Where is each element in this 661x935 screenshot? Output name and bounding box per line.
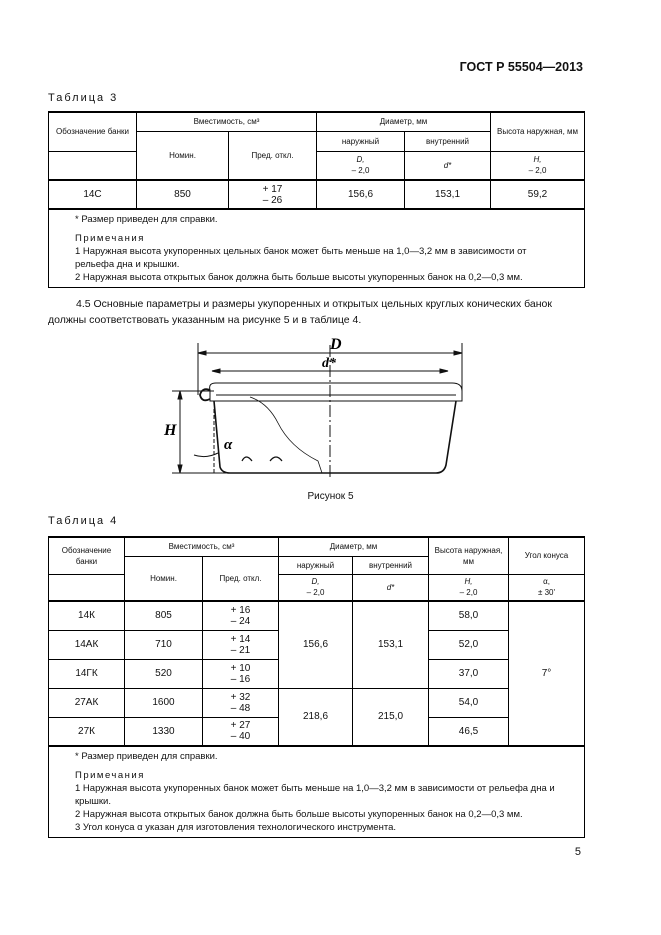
bottom-beads xyxy=(242,457,282,461)
label-d: d* xyxy=(322,356,336,371)
t3-head-designation: Обозначение банки xyxy=(49,112,137,151)
t3-note-2: 2 Наружная высота открытых банок должна быть больше высоты укупоренных банок на 0,2—0,3 мм. xyxy=(75,272,523,283)
t4-cell-height: 58,0 xyxy=(429,601,509,630)
dim-d-arrow-right xyxy=(440,369,448,373)
t4-cell-nominal: 710 xyxy=(125,630,203,659)
t3-notes-title: Примечания xyxy=(75,233,145,244)
t4-footnote: * Размер приведен для справки. xyxy=(75,751,218,762)
t4-head-height: Высота наружная, мм xyxy=(429,537,509,574)
t4-cell-height: 46,5 xyxy=(429,717,509,746)
t4-cell-inner-group2: 215,0 xyxy=(353,688,429,746)
table3-caption: Таблица 3 xyxy=(48,92,119,104)
label-D: D xyxy=(330,336,342,353)
t4-cell-deviation: + 16 – 24 xyxy=(203,601,279,630)
label-alpha: α xyxy=(224,437,233,453)
t3-note-1: 1 Наружная высота укупоренных цельных банок может быть меньше на 1,0—3,2 мм в зависимости от рельефа дна и крышки. xyxy=(75,246,527,270)
table3-notes xyxy=(49,209,585,288)
t3-head-H-symbol: H, – 2,0 xyxy=(491,151,585,180)
t4-notes-title: Примечания xyxy=(75,770,145,781)
t4-head-symbol-empty xyxy=(49,574,125,601)
lid-outline xyxy=(210,383,462,401)
t4-cell-height: 37,0 xyxy=(429,659,509,688)
t4-cell-deviation: + 10 – 16 xyxy=(203,659,279,688)
t4-cell-deviation: + 14 – 21 xyxy=(203,630,279,659)
t3-cell-name: 14С xyxy=(49,180,137,209)
table-row xyxy=(49,601,585,630)
t3-cell-outer: 156,6 xyxy=(317,180,405,209)
t3-head-inner: внутренний xyxy=(405,131,491,151)
t4-cell-name: 14К xyxy=(49,601,125,630)
dim-H-arrow-bottom xyxy=(178,465,182,473)
label-H: H xyxy=(164,422,177,439)
cutaway-line xyxy=(250,397,322,473)
t3-cell-nominal: 850 xyxy=(137,180,229,209)
t3-head-height: Высота наружная, мм xyxy=(491,112,585,151)
figure-5-caption: Рисунок 5 xyxy=(307,491,354,502)
t3-head-outer: наружный xyxy=(317,131,405,151)
t3-head-capacity: Вместимость, см³ xyxy=(137,112,317,131)
t4-note-2: 2 Наружная высота открытых банок должна быть больше высоты укупоренных банок на 0,2—0,3 мм. xyxy=(75,809,523,820)
t4-cell-nominal: 1600 xyxy=(125,688,203,717)
t3-head-nominal: Номин. xyxy=(137,131,229,180)
t4-cell-nominal: 1330 xyxy=(125,717,203,746)
dim-D-arrow-left xyxy=(198,351,206,355)
t4-cell-outer-group1: 156,6 xyxy=(279,601,353,688)
t3-head-D-symbol: D, – 2,0 xyxy=(317,151,405,180)
t4-cell-name: 27К xyxy=(49,717,125,746)
table4-caption: Таблица 4 xyxy=(48,515,119,527)
t4-head-D-symbol: D, – 2,0 xyxy=(279,574,353,601)
t4-cell-name: 27АК xyxy=(49,688,125,717)
t4-cell-outer-group2: 218,6 xyxy=(279,688,353,746)
dim-D-arrow-right xyxy=(454,351,462,355)
t4-head-angle: Угол конуса xyxy=(509,537,585,574)
t3-cell-height: 59,2 xyxy=(491,180,585,209)
t4-cell-name: 14АК xyxy=(49,630,125,659)
t4-head-H-symbol: H, – 2,0 xyxy=(429,574,509,601)
t3-head-diameter: Диаметр, мм xyxy=(317,112,491,131)
t4-note-3: 3 Угол конуса α указан для изготовления технологического инструмента. xyxy=(75,822,396,833)
table-row xyxy=(49,688,585,717)
t4-cell-nominal: 805 xyxy=(125,601,203,630)
t4-cell-height: 54,0 xyxy=(429,688,509,717)
t3-cell-inner: 153,1 xyxy=(405,180,491,209)
t4-head-outer: наружный xyxy=(279,556,353,574)
t4-head-diameter: Диаметр, мм xyxy=(279,537,429,556)
table4 xyxy=(48,536,585,838)
table3 xyxy=(48,111,585,288)
standard-number: ГОСТ Р 55504—2013 xyxy=(459,60,583,74)
t4-cell-deviation: + 32 – 48 xyxy=(203,688,279,717)
t4-cell-angle: 7° xyxy=(509,601,585,746)
table4-notes xyxy=(49,746,585,838)
t3-head-d-symbol: d* xyxy=(405,151,491,180)
dim-H-arrow-top xyxy=(178,391,182,399)
t4-cell-nominal: 520 xyxy=(125,659,203,688)
t4-head-inner: внутренний xyxy=(353,556,429,574)
table-row xyxy=(49,180,585,209)
t4-head-capacity: Вместимость, см³ xyxy=(125,537,279,556)
dim-d-arrow-left xyxy=(212,369,220,373)
t3-head-symbol-empty xyxy=(49,151,137,180)
t4-cell-deviation: + 27 – 40 xyxy=(203,717,279,746)
page-number: 5 xyxy=(574,846,581,858)
t3-head-limit: Пред. откл. xyxy=(229,131,317,180)
t4-cell-inner-group1: 153,1 xyxy=(353,601,429,688)
t4-head-designation: Обозначение банки xyxy=(49,537,125,574)
t4-note-1: 1 Наружная высота укупоренных банок может быть меньше на 1,0—3,2 мм в зависимости от рельефа дна и крышки. xyxy=(75,783,555,807)
section-4-5-paragraph: 4.5 Основные параметры и размеры укупоренных и открытых цельных круглых конических банок должны соответствовать указанным на рисунке 5 и в таблице 4. xyxy=(48,298,552,326)
t3-footnote: * Размер приведен для справки. xyxy=(75,214,218,225)
t4-cell-name: 14ГК xyxy=(49,659,125,688)
figure-5-drawing xyxy=(150,335,480,485)
t4-head-nominal: Номин. xyxy=(125,556,203,601)
can-body xyxy=(214,401,456,473)
t4-head-d-symbol: d* xyxy=(353,574,429,601)
t4-head-alpha-symbol: α, ± 30' xyxy=(509,574,585,601)
t3-cell-deviation: + 17 – 26 xyxy=(229,180,317,209)
t4-cell-height: 52,0 xyxy=(429,630,509,659)
t4-head-limit: Пред. откл. xyxy=(203,556,279,601)
